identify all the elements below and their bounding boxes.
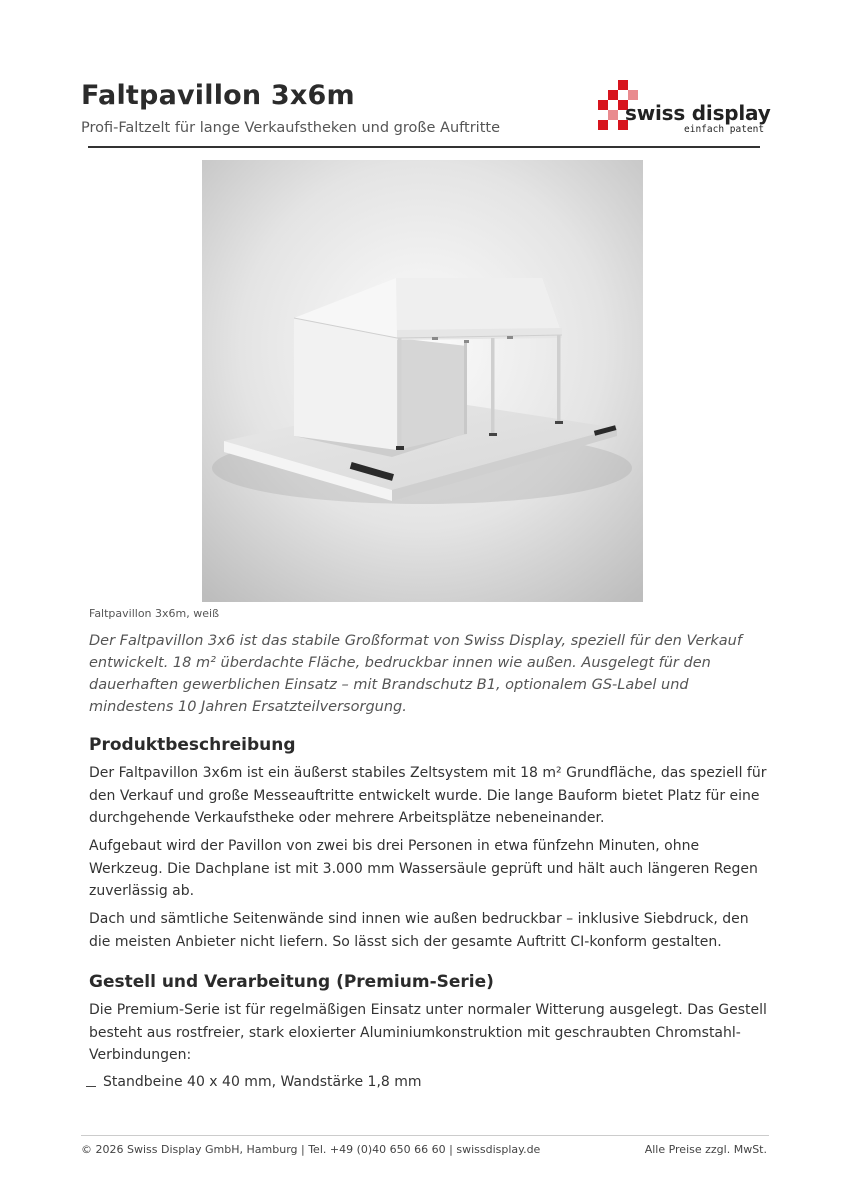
list-item-text: Standbeine 40 x 40 mm, Wandstärke 1,8 mm	[103, 1074, 422, 1090]
header-divider	[88, 146, 760, 148]
paragraph: Aufgebaut wird der Pavillon von zwei bis drei Personen in etwa fünfzehn Minuten, ohne Werkzeug. Die Dachplane ist mit 3.000 mm Wassersäule geprüft und hält auch längeren Regen zuverlässig ab.	[89, 838, 758, 899]
product-image	[202, 160, 643, 602]
footer-contact: © 2026 Swiss Display GmbH, Hamburg | Tel. +49 (0)40 650 66 60 | swissdisplay.de	[81, 1143, 541, 1156]
page-title: Faltpavillon 3x6m	[81, 80, 355, 111]
footer-divider	[81, 1135, 769, 1136]
paragraph: Dach und sämtliche Seitenwände sind innen wie außen bedruckbar – inklusive Siebdruck, den die meisten Anbieter nicht liefern. So lässt sich der gesamte Auftritt CI-konform gestalten.	[89, 911, 749, 950]
paragraph: Die Premium-Serie ist für regelmäßigen Einsatz unter normaler Witterung ausgelegt. Das Gestell besteht aus rostfreier, stark eloxierter Aluminiumkonstruktion mit geschraubten Chromstahl-Verbindungen:	[89, 1002, 767, 1063]
page-subtitle: Profi-Faltzelt für lange Verkaufstheken und große Auftritte	[81, 120, 500, 136]
footer-price-note: Alle Preise zzgl. MwSt.	[644, 1143, 767, 1156]
logo-wordmark: swiss display	[625, 101, 771, 125]
image-caption: Faltpavillon 3x6m, weiß	[89, 607, 219, 620]
section-heading-gestell: Gestell und Verarbeitung (Premium-Serie)	[89, 972, 494, 992]
logo-tagline: einfach patent	[684, 124, 765, 135]
dash-bullet-icon	[86, 1086, 96, 1087]
section-heading-produktbeschreibung: Produktbeschreibung	[89, 735, 296, 755]
swiss-display-logo	[598, 80, 770, 138]
intro-paragraph: Der Faltpavillon 3x6 ist das stabile Großformat von Swiss Display, speziell für den Verkauf entwickelt. 18 m² überdachte Fläche, bedruckbar innen wie außen. Ausgelegt für den dauerhaften gewerblichen Einsatz – mit Brandschutz B1, optionalem GS-Label und mindestens 10 Jahren Ersatzteilversorgung.	[89, 633, 742, 715]
paragraph: Der Faltpavillon 3x6m ist ein äußerst stabiles Zeltsystem mit 18 m² Grundfläche, das speziell für den Verkauf und große Messeauftritte entwickelt wurde. Die lange Bauform bietet Platz für eine durchgehende Verkaufstheke oder mehrere Arbeitsplätze nebeneinander.	[89, 765, 767, 826]
